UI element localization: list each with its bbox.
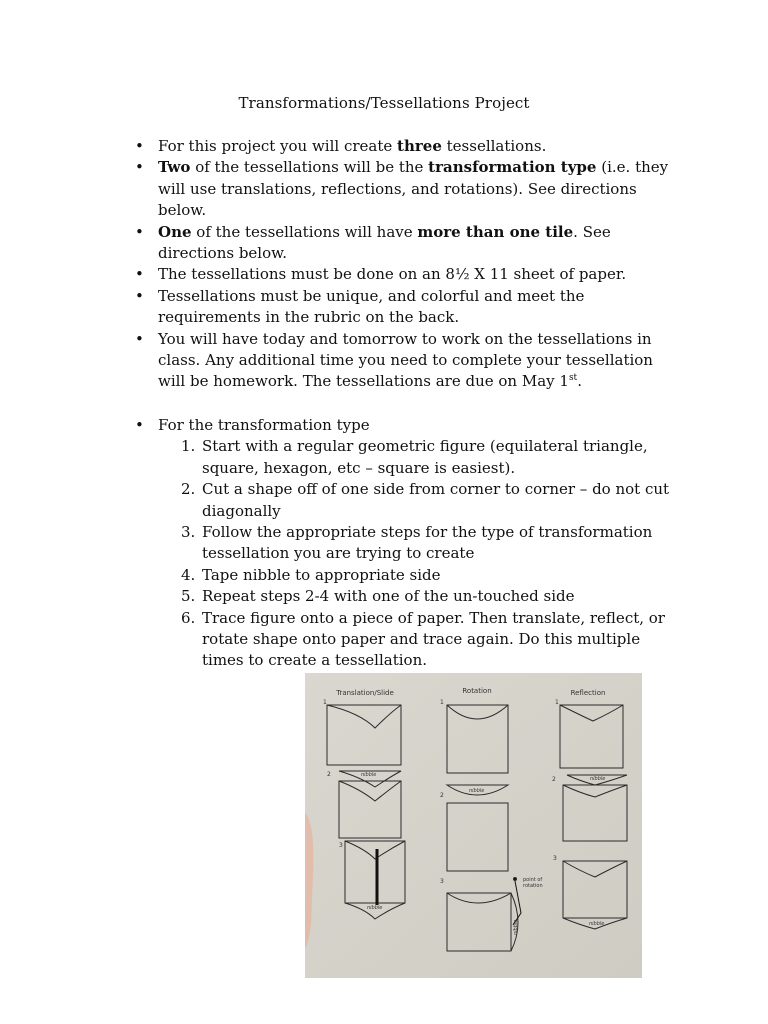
step-item: 1. Start with a regular geometric figure (equilateral triangle, square, hexagon, etc – square is easiest). — [181, 437, 648, 477]
column-header-translation: Translation/Slide — [336, 689, 394, 697]
bullet-item: • You will have today and tomorrow to work on the tessellations in class. Any additional time you need to complete your tessellation will be homework. The tessellations are due on May 1st. — [135, 329, 653, 391]
section-heading: For the transformation type — [158, 415, 370, 434]
step-number: 3 — [440, 878, 444, 885]
step-item: 2. Cut a shape off of one side from corner to corner – do not cut diagonally — [181, 480, 670, 520]
step-item: 3. Follow the appropriate steps for the type of transformation tessellation you are trying to create — [181, 522, 653, 563]
bullet-item-transformation-type: • For the transformation type 1. Start with a regular geometric figure (equilateral triangle, square, hexagon, etc – square is easiest). 2. Cut a shape off of one side from corner to corner – do not cut diagonally 3. Follow the appropriate steps for the type of transformation tessellation you are trying to create 4. Tape nibble to appropriate side 5. Repeat steps 2-4 with one of the un-touched side 6. Trace figure onto a piece of paper. Then translate, reflect, or rotate shape onto paper and trace again. Do this multiple times to create a tessellation. — [135, 415, 675, 672]
bullet-item: • Two of the tessellations will be the transformation type (i.e. they will use translations, reflections, and rotations). See directions below. — [135, 158, 669, 220]
bullet-item: • Tessellations must be unique, and colorful and meet the requirements in the rubric on the back. — [135, 286, 585, 327]
bullet-item: • The tessellations must be done on an 8½ X 11 sheet of paper. — [135, 265, 627, 284]
step-number: 1 — [440, 699, 444, 706]
nibble-label: nibble — [590, 776, 606, 782]
nibble-label: nibble — [367, 905, 383, 911]
step-number: 2 — [552, 776, 556, 783]
instruction-list — [135, 136, 675, 672]
nibble-label: nibble — [513, 919, 519, 935]
rotation-point-label: point of — [523, 877, 543, 883]
nibble-label: nibble — [589, 921, 605, 927]
step-number: 2 — [440, 792, 444, 799]
steps-list — [158, 436, 675, 671]
document-title: Transformations/Tessellations Project — [238, 94, 530, 112]
step-number: 3 — [553, 855, 557, 862]
nibble-label: nibble — [361, 772, 377, 778]
step-number: 2 — [327, 771, 331, 778]
rotation-point-label: rotation — [523, 883, 543, 889]
step-number: 3 — [339, 842, 343, 849]
bullet-item: • For this project you will create three tessellations. — [135, 137, 547, 155]
column-header-reflection: Reflection — [570, 689, 606, 697]
step-item: 4. Tape nibble to appropriate side — [181, 565, 441, 584]
spacer — [135, 393, 675, 415]
nibble-label: nibble — [469, 788, 485, 794]
step-number: 1 — [323, 699, 327, 706]
step-number: 1 — [555, 699, 559, 706]
column-header-rotation: Rotation — [462, 687, 492, 695]
step-item: 6. Trace figure onto a piece of paper. Then translate, reflect, or rotate shape onto paper and trace again. Do this multiple times to create a tessellation. — [181, 608, 665, 670]
step-item: 5. Repeat steps 2-4 with one of the un-touched side — [181, 587, 575, 606]
tessellation-steps-photo — [305, 673, 642, 978]
bullet-item: • One of the tessellations will have more than one tile. See directions below. — [135, 222, 611, 263]
